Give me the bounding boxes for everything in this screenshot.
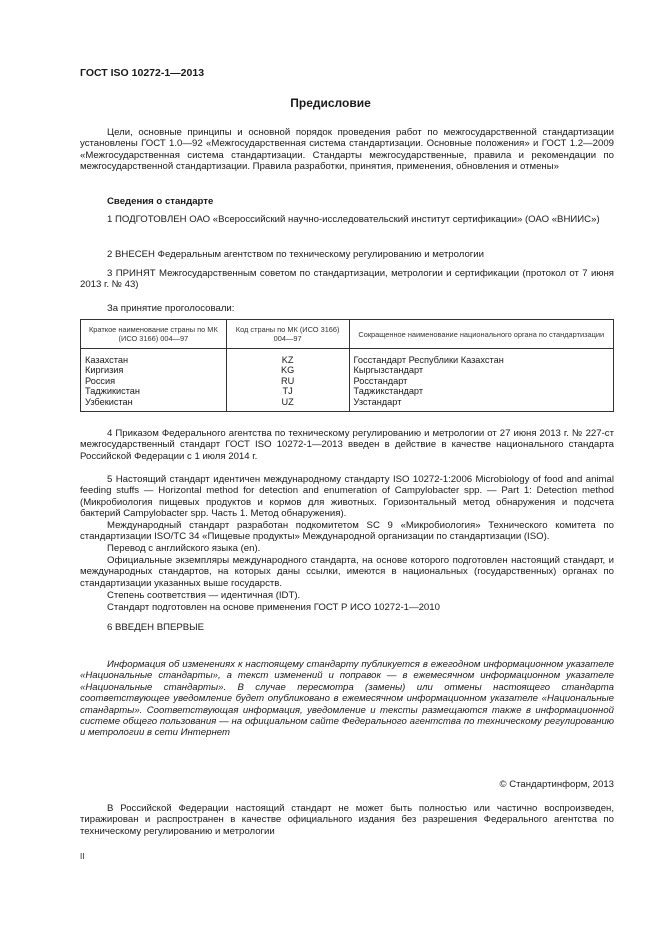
standards-body: Узстандарт [349, 397, 614, 412]
changes-notice: Информация об изменениях к настоящему стандарту публикуется в ежегодном информационном указателе «Национальные стандарты», а текст изменений и поправок — в ежемесячном информационном указателе «Национальные стандарты». В случае пересмотра (замены) или отмены настоящего стандарта соответствующее уведомление будет опубликовано в ежемесячном информационном указателе «Национальные стандарты». Соответствующая информация, уведомление и тексты размещаются также в информационной системе общего пользования — на официальном сайте Федерального агентства по техническому регулированию и метрологии в сети Интернет [80, 659, 614, 739]
countries-table [80, 319, 614, 412]
country-name: Россия [81, 376, 227, 386]
table-row [81, 376, 614, 386]
item-6-paragraph: 6 ВВЕДЕН ВПЕРВЫЕ [107, 622, 205, 633]
country-name: Казахстан [81, 349, 227, 366]
country-code: KZ [226, 349, 349, 366]
table-header-cell: Сокращенное наименование национального органа по стандартизации [349, 320, 614, 349]
section-title: Сведения о стандарте [107, 196, 214, 207]
reproduction-restriction: В Российской Федерации настоящий стандарт не может быть полностью или частично воспроизведен, тиражирован и распространен в качестве официального издания без разрешения Федерального агентства по техническому регулированию и метрологии [80, 803, 614, 837]
document-header: ГОСТ ISO 10272-1—2013 [80, 67, 205, 79]
country-code: RU [226, 376, 349, 386]
standards-body: Росстандарт [349, 376, 614, 386]
item-5-degree: Степень соответствия — идентичная (IDT). [107, 590, 301, 601]
country-code: TJ [226, 386, 349, 396]
voted-label: За принятие проголосовали: [107, 303, 235, 314]
table-header-cell: Краткое наименование страны по МК (ИСО 3166) 004—97 [81, 320, 227, 349]
standards-body: Таджикстандарт [349, 386, 614, 396]
standards-body: Кыргызстандарт [349, 365, 614, 375]
table-header-row [81, 320, 614, 349]
table-row [81, 365, 614, 375]
country-name: Таджикистан [81, 386, 227, 396]
item-5-paragraph: 5 Настоящий стандарт идентичен международному стандарту ISO 10272-1:2006 Microbiology of food and animal feeding stuffs — Horizontal method for detection and enumeration of Campylobacter spp. — Part 1: Detection method (Микробиология пищевых продуктов и кормов для животных. Горизонтальный метод обнаружения и подсчета бактерий Campylobacter spp. Часть 1. Метод обнаружения). [80, 474, 614, 520]
item-2-paragraph: 2 ВНЕСЕН Федеральным агентством по техническому регулированию и метрологии [107, 249, 485, 260]
item-5-basis: Стандарт подготовлен на основе применения ГОСТ Р ИСО 10272-1—2010 [107, 602, 440, 613]
country-name: Киргизия [81, 365, 227, 375]
table-row [81, 386, 614, 396]
item-4-paragraph: 4 Приказом Федерального агентства по техническому регулированию и метрологии от 27 июня 2013 г. № 227-ст межгосударственный стандарт ГОСТ ISO 10272-1—2013 введен в действие в качестве национального стандарта Российской Федерации с 1 июля 2014 г. [80, 428, 614, 462]
country-code: KG [226, 365, 349, 375]
item-3-paragraph: 3 ПРИНЯТ Межгосударственным советом по стандартизации, метрологии и сертификации (протокол от 7 июня 2013 г. № 43) [80, 268, 614, 291]
item-5-translation: Перевод с английского языка (en). [107, 543, 261, 554]
page-number: II [80, 852, 85, 861]
item-1-paragraph: 1 ПОДГОТОВЛЕН ОАО «Всероссийский научно-исследовательский институт сертификации» (ОАО «ВНИИС») [107, 214, 600, 225]
item-5-official-copies: Официальные экземпляры международного стандарта, на основе которого подготовлен настоящий стандарт, и международных стандартов, на которых даны ссылки, имеются в национальных (государственных) органах по стандартизации указанных выше государств. [80, 555, 614, 589]
table-row [81, 397, 614, 412]
country-name: Узбекистан [81, 397, 227, 412]
table-header-cell: Код страны по МК (ИСО 3166) 004—97 [226, 320, 349, 349]
intro-paragraph: Цели, основные принципы и основной порядок проведения работ по межгосударственной стандартизации установлены ГОСТ 1.0—92 «Межгосударственная система стандартизации. Основные положения» и ГОСТ 1.2—2009 «Межгосударственная система стандартизации. Стандарты межгосударственные, правила и рекомендации по межгосударственной стандартизации. Правила разработки, принятия, применения, обновления и отмены» [80, 127, 614, 173]
country-code: UZ [226, 397, 349, 412]
item-5-committee: Международный стандарт разработан подкомитетом SC 9 «Микробиология» Технического комитета по стандартизации ISO/TC 34 «Пищевые продукты» Международной организации по стандартизации (ISO). [80, 520, 614, 543]
page-title: Предисловие [290, 96, 371, 110]
standards-body: Госстандарт Республики Казахстан [349, 349, 614, 366]
table-row [81, 349, 614, 366]
copyright: © Стандартинформ, 2013 [499, 779, 614, 790]
